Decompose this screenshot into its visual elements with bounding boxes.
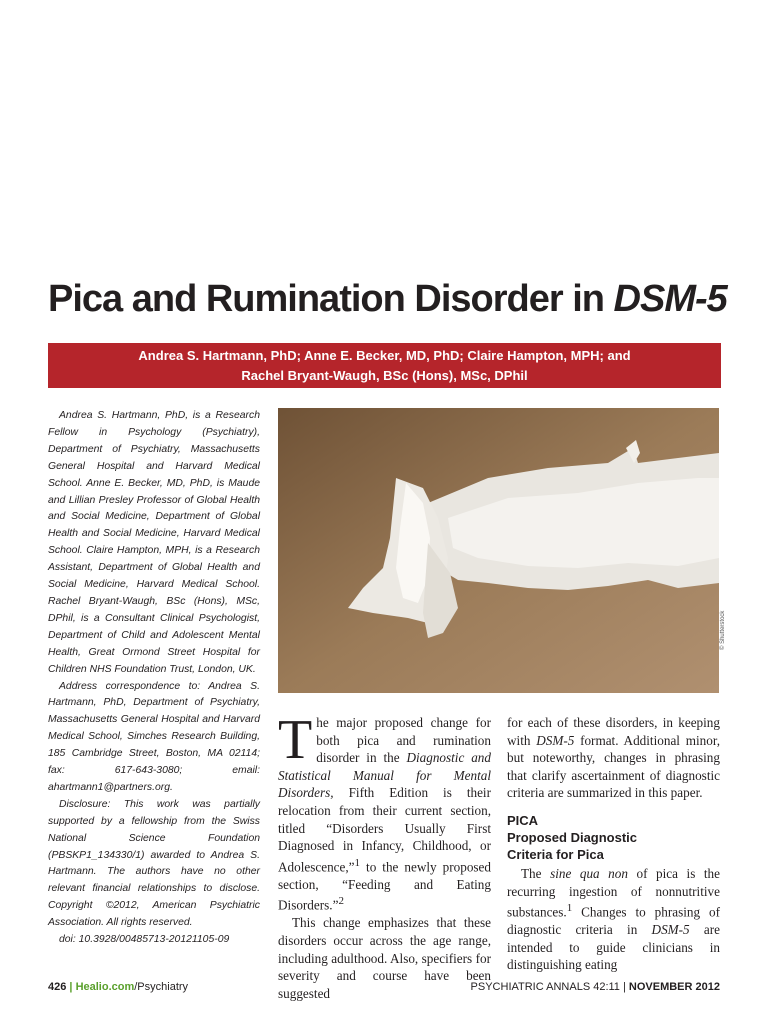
footer-pipe: | [619,981,629,993]
p4-text-c: Changes to phrasing of diagnostic criteria in [507,904,720,938]
p4-text-b: of pica is the recurring ingestion of nonnutritive substances. [507,865,721,920]
author-sidebar [48,408,260,949]
p1-text-b: Fifth Edition is their relocation from their current section, titled “Disorders Usually First Diagnosed in Infancy, Childhood, or Adolescence,” [278,785,491,875]
p4-italic-2: DSM-5 [651,922,690,938]
p1-text-c: to the newly proposed section, “Feeding and Eating Disorders.” [278,859,491,913]
footer-right [471,981,720,993]
authors-line-2: Rachel Bryant-Waugh, BSc (Hons), MSc, DPhil [241,368,528,383]
footer-separator: | [66,981,76,993]
citation-3: 1 [566,902,573,915]
drop-cap: T [278,709,313,771]
body-paragraph-2: This change emphasizes that these disorders occur across the age range, including adulthood. Also, specifiers for severity and course have been suggested [278,915,491,1001]
site-link[interactable]: Healio.com [75,981,135,993]
photo-credit: © Shutterstock [720,610,726,650]
body-paragraph-3 [507,714,720,802]
article-photo [278,408,719,693]
author-bios: Andrea S. Hartmann, PhD, is a Research Fellow in Psychology (Psychiatry), Department of Psychiatry, Massachusetts General Hospital and Harvard Medical School. Anne E. Becker, MD, PhD, is Maude and Lillian Presley Professor of Global Health and Social Medicine, Department of Global Health and Social Medicine, Harvard Medical School. Claire Hampton, MPH, is a Research Assistant, Department of Global Health and Social Medicine, Harvard Medical School. Rachel Bryant-Waugh, BSc (Hons), MSc, DPhil, is a Consultant Clinical Psychologist, Department of Child and Adolescent Mental Health, Great Ormond Street Hospital for Children NHS Foundation Trust, London, UK. [48,410,260,675]
journal-citation: PSYCHIATRIC ANNALS 42:11 [470,981,620,993]
p3-text-b: format. Additional minor, but noteworthy, changes in phrasing that clarify ascertainment of diagnostic criteria are summarized in this paper. [507,732,720,801]
citation-1: 1 [354,856,361,869]
subheading-line-2: Criteria for Pica [507,846,604,862]
article-title [48,278,727,321]
page-number: 426 [48,981,67,993]
p3-text-a: for each of these disorders, in keeping with [507,715,720,748]
p4-text-d: are intended to guide clinicians in distinguishing eating [507,922,720,973]
footer-left [48,981,188,993]
body-column-1 [278,709,491,1002]
subheading-line-1: Proposed Diagnostic [507,829,638,845]
body-paragraph-1 [278,709,491,914]
p4-italic: sine qua non [550,865,628,881]
issue-date: NOVEMBER 2012 [628,981,720,993]
p1-text-a: he major proposed change for both pica and rumination disorder in the [316,715,491,766]
author-banner [48,343,721,388]
body-column-2 [507,714,720,974]
p4-text-a: The [521,865,551,881]
subsection-heading [507,829,720,863]
doi: doi: 10.3928/00485713-20121105-09 [59,934,230,946]
disclosure: Disclosure: This work was partially supported by a fellowship from the Swiss National Science Foundation (PBSKP1_134330/1) awarded to Andrea S. Hartmann. The authors have no other relevant financial relationships to disclose. Copyright ©2012, American Psychiatric Association. All rights reserved. [48,798,260,929]
body-paragraph-4 [507,865,720,974]
address-correspondence: Address correspondence to: Andrea S. Hartmann, PhD, Department of Psychiatry, Massachusetts General Hospital and Harvard Medical School, Simches Research Building, 185 Cambridge Street, Boston, MA 02114; fax: 617-643-3080; email: ahartmann1@partners.org. [48,680,260,793]
p3-italic: DSM-5 [536,732,575,748]
p1-italic-title: Diagnostic and Statistical Manual for Mental Disorders, [278,750,491,801]
authors-line-1: Andrea S. Hartmann, PhD; Anne E. Becker, MD, PhD; Claire Hampton, MPH; and [138,348,631,363]
torn-drywall-image [278,408,719,693]
site-path: /Psychiatry [134,981,189,993]
section-heading-pica: PICA [507,812,539,828]
title-text: Pica and Rumination Disorder in [48,278,614,320]
citation-2: 2 [338,895,344,908]
title-italic: DSM-5 [613,278,727,320]
